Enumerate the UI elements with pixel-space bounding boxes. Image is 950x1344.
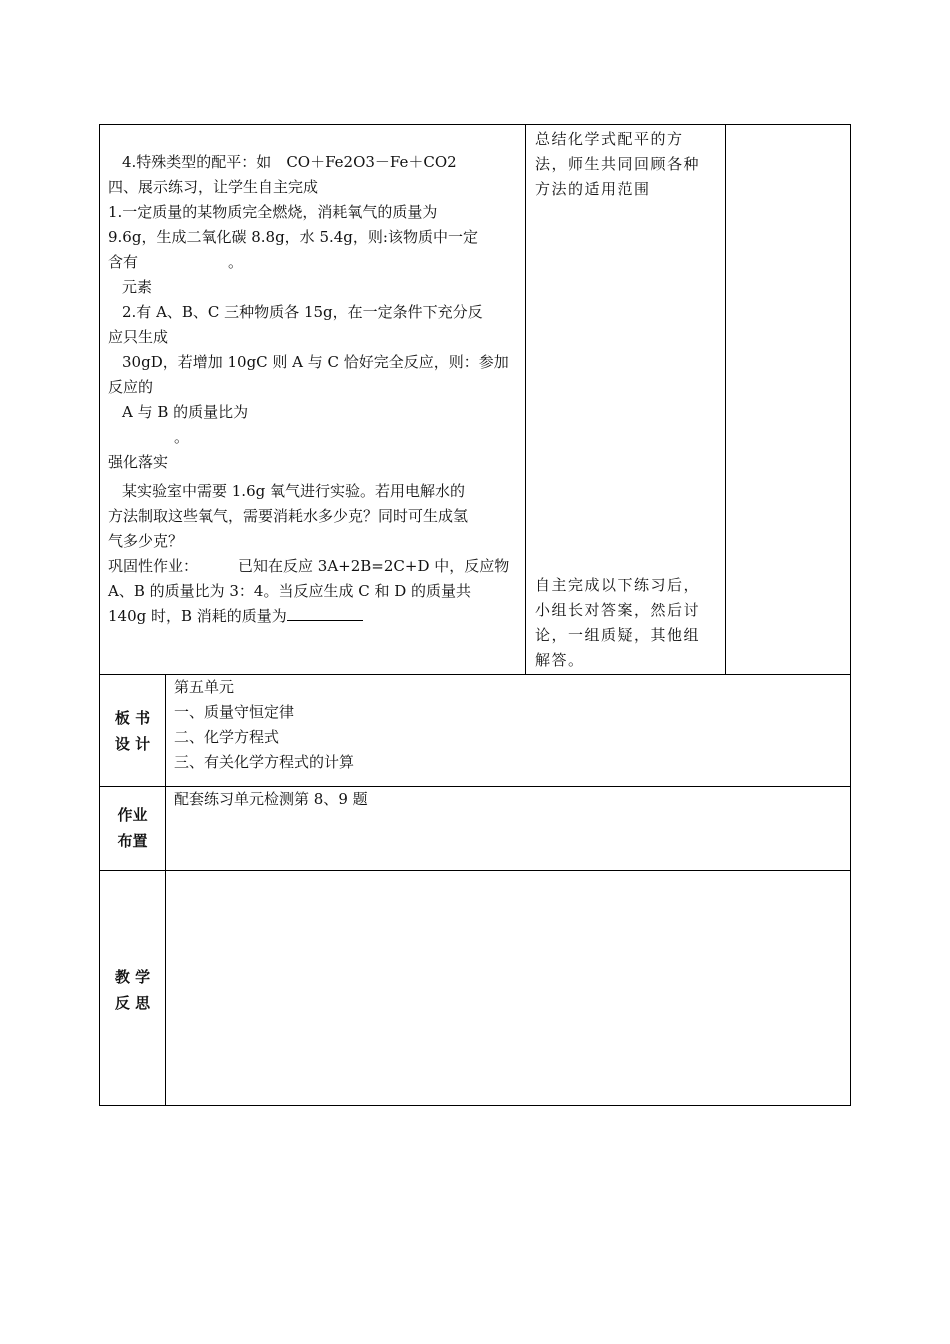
text-line: 4.特殊类型的配平：如 CO＋Fe2O3－Fe＋CO2 xyxy=(122,153,457,171)
text-fragment: 140g 时，B 消耗的质量为 xyxy=(108,607,287,625)
text-line: 三、有关化学方程式的计算 xyxy=(174,753,355,771)
label-line: 反 思 xyxy=(114,994,151,1012)
text-fragment: 巩固性作业： xyxy=(108,557,199,575)
text-fragment: 。 xyxy=(228,253,244,271)
text-line xyxy=(108,554,520,579)
text-line: 配套练习单元检测第 8、9 题 xyxy=(174,790,368,808)
board-content xyxy=(174,675,834,775)
text-fragment: 已知在反应 3A+2B=2C+D 中，反应物 xyxy=(238,557,510,575)
homework-label xyxy=(100,802,165,854)
text-line: 法，师生共同回顾各种 xyxy=(535,155,701,173)
answer-blank xyxy=(287,604,363,621)
text-line: 总结化学式配平的方 xyxy=(535,130,684,148)
section-heading: 强化落实 xyxy=(108,453,169,471)
text-line: 9.6g，生成二氧化碳 8.8g，水 5.4g，则:该物质中一定 xyxy=(108,228,478,246)
text-line: A 与 B 的质量比为 xyxy=(122,403,249,421)
activity-top xyxy=(535,127,721,202)
text-line: A、B 的质量比为 3：4。当反应生成 C 和 D 的质量共 xyxy=(108,582,472,600)
text-line: 方法制取这些氧气，需要消耗水多少克？同时可生成氢 xyxy=(108,507,469,525)
text-fragment: 含有 xyxy=(108,253,139,271)
text-line: 论，一组质疑，其他组 xyxy=(535,626,701,644)
text-line: 。 xyxy=(174,428,190,446)
text-line: 元素 xyxy=(122,278,153,296)
text-line: 某实验室中需要 1.6g 氧气进行实验。若用电解水的 xyxy=(122,482,465,500)
text-line: 2.有 A、B、C 三种物质各 15g，在一定条件下充分反 xyxy=(122,303,483,321)
text-line: 一、质量守恒定律 xyxy=(174,703,295,721)
text-line: 解答。 xyxy=(535,651,585,669)
text-line: 二、化学方程式 xyxy=(174,728,280,746)
label-line: 设 计 xyxy=(114,735,151,753)
label-line: 作业 xyxy=(117,806,148,824)
text-line: 第五单元 xyxy=(174,678,235,696)
text-line: 30gD，若增加 10gC 则 A 与 C 恰好完全反应，则：参加 xyxy=(122,353,509,371)
lesson-content xyxy=(108,150,520,629)
reflection-content[interactable] xyxy=(166,871,850,1105)
lesson-plan-table xyxy=(99,124,851,1106)
label-line: 教 学 xyxy=(114,968,151,986)
column-divider xyxy=(725,125,726,674)
text-line: 应只生成 xyxy=(108,328,169,346)
reflection-label xyxy=(100,964,165,1016)
column-divider xyxy=(525,125,526,674)
board-label xyxy=(100,705,165,757)
text-line: 气多少克？ xyxy=(108,532,184,550)
text-line: 1.一定质量的某物质完全燃烧，消耗氧气的质量为 xyxy=(108,203,438,221)
text-line xyxy=(108,250,520,275)
activity-bottom xyxy=(535,573,721,673)
text-line xyxy=(108,604,520,629)
text-line: 四、展示练习，让学生自主完成 xyxy=(108,178,319,196)
homework-content xyxy=(174,787,834,812)
text-line: 反应的 xyxy=(108,378,154,396)
text-line: 自主完成以下练习后， xyxy=(535,576,701,594)
text-line: 方法的适用范围 xyxy=(535,180,651,198)
text-line: 小组长对答案，然后讨 xyxy=(535,601,701,619)
label-line: 板 书 xyxy=(114,709,151,727)
label-line: 布置 xyxy=(117,832,148,850)
